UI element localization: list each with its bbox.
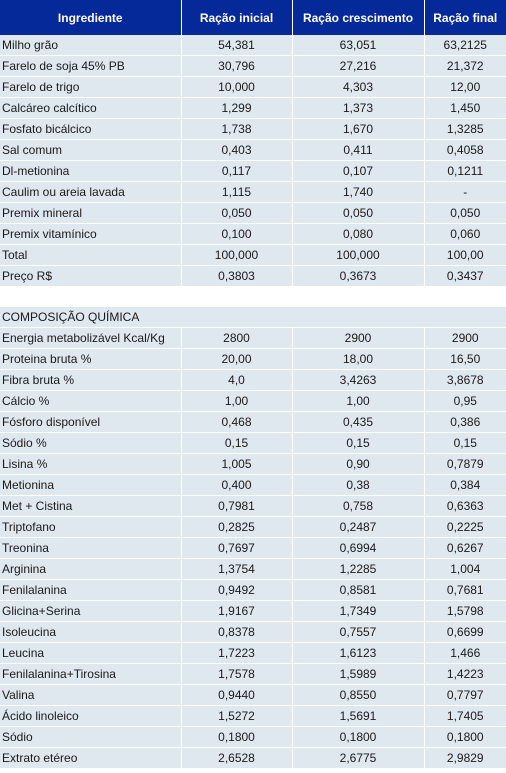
cell-name: Dl-metionina: [0, 161, 181, 182]
cell-racao-crescimento: 0,90: [292, 454, 424, 475]
cell-name: Premix mineral: [0, 203, 181, 224]
cell-name: Extrato etéreo: [0, 748, 181, 769]
cell-name: Calcáreo calcítico: [0, 98, 181, 119]
cell-racao-final: 0,6267: [424, 538, 506, 559]
cell-racao-inicial: 0,8378: [181, 622, 292, 643]
cell-racao-crescimento: 0,758: [292, 496, 424, 517]
composition-row: [0, 517, 506, 538]
cell-racao-crescimento: 100,000: [292, 245, 424, 266]
cell-racao-final: 0,6363: [424, 496, 506, 517]
cell-name: Met + Cistina: [0, 496, 181, 517]
cell-racao-inicial: 0,3803: [181, 266, 292, 287]
cell-name: Fósforo disponível: [0, 412, 181, 433]
composition-row: [0, 454, 506, 475]
composition-row: [0, 643, 506, 664]
composition-row: [0, 391, 506, 412]
ingredient-row: [0, 98, 506, 119]
cell-racao-final: 0,386: [424, 412, 506, 433]
cell-racao-inicial: 1,299: [181, 98, 292, 119]
cell-name: Premix vitamínico: [0, 224, 181, 245]
cell-racao-inicial: 2800: [181, 328, 292, 349]
composition-row: [0, 685, 506, 706]
cell-racao-final: 0,7879: [424, 454, 506, 475]
composition-row: [0, 370, 506, 391]
cell-racao-crescimento: 3,4263: [292, 370, 424, 391]
cell-racao-crescimento: 1,7349: [292, 601, 424, 622]
cell-racao-final: 21,372: [424, 56, 506, 77]
cell-racao-crescimento: 18,00: [292, 349, 424, 370]
composition-row: [0, 706, 506, 727]
cell-racao-crescimento: 0,107: [292, 161, 424, 182]
cell-racao-inicial: 1,7578: [181, 664, 292, 685]
cell-racao-final: 1,004: [424, 559, 506, 580]
ingredient-row: [0, 140, 506, 161]
cell-racao-crescimento: 0,15: [292, 433, 424, 454]
composition-row: [0, 349, 506, 370]
cell-racao-inicial: 1,005: [181, 454, 292, 475]
cell-name: Glicina+Serina: [0, 601, 181, 622]
cell-name: Preço R$: [0, 266, 181, 287]
cell-racao-crescimento: 0,7557: [292, 622, 424, 643]
cell-racao-crescimento: 0,435: [292, 412, 424, 433]
ingredient-row: [0, 245, 506, 266]
cell-racao-crescimento: 1,6123: [292, 643, 424, 664]
cell-racao-inicial: 1,115: [181, 182, 292, 203]
composition-row: [0, 496, 506, 517]
cell-racao-final: 3,8678: [424, 370, 506, 391]
composition-row: [0, 664, 506, 685]
cell-racao-crescimento: 4,303: [292, 77, 424, 98]
cell-racao-crescimento: 1,00: [292, 391, 424, 412]
cell-racao-inicial: 100,000: [181, 245, 292, 266]
cell-racao-crescimento: 0,1800: [292, 727, 424, 748]
cell-racao-inicial: 0,2825: [181, 517, 292, 538]
composition-row: [0, 580, 506, 601]
cell-racao-final: 0,1211: [424, 161, 506, 182]
composition-row: [0, 622, 506, 643]
cell-racao-final: 0,15: [424, 433, 506, 454]
cell-racao-inicial: 1,738: [181, 119, 292, 140]
cell-name: Sódio %: [0, 433, 181, 454]
cell-racao-final: 1,3285: [424, 119, 506, 140]
cell-racao-inicial: 1,5272: [181, 706, 292, 727]
composition-row: [0, 748, 506, 769]
cell-name: Metionina: [0, 475, 181, 496]
cell-racao-inicial: 0,15: [181, 433, 292, 454]
cell-racao-inicial: 0,400: [181, 475, 292, 496]
cell-name: Fenilalanina: [0, 580, 181, 601]
composition-row: [0, 328, 506, 349]
composition-row: [0, 601, 506, 622]
cell-racao-inicial: 0,100: [181, 224, 292, 245]
cell-name: Fibra bruta %: [0, 370, 181, 391]
composition-row: [0, 727, 506, 748]
cell-racao-crescimento: 0,8550: [292, 685, 424, 706]
cell-racao-final: 1,466: [424, 643, 506, 664]
cell-racao-final: 1,7405: [424, 706, 506, 727]
cell-racao-crescimento: 1,740: [292, 182, 424, 203]
cell-name: Fenilalanina+Tirosina: [0, 664, 181, 685]
spacer-cell: [0, 287, 506, 308]
cell-racao-crescimento: 1,5691: [292, 706, 424, 727]
cell-name: Triptofano: [0, 517, 181, 538]
cell-racao-inicial: 0,7697: [181, 538, 292, 559]
cell-name: Leucina: [0, 643, 181, 664]
cell-racao-crescimento: 0,6994: [292, 538, 424, 559]
cell-racao-inicial: 0,403: [181, 140, 292, 161]
cell-racao-inicial: 1,9167: [181, 601, 292, 622]
ingredient-row: [0, 56, 506, 77]
cell-racao-final: 16,50: [424, 349, 506, 370]
cell-racao-crescimento: 0,411: [292, 140, 424, 161]
ingredient-row: [0, 203, 506, 224]
cell-name: Milho grão: [0, 35, 181, 56]
cell-racao-final: -: [424, 182, 506, 203]
cell-name: Sódio: [0, 727, 181, 748]
cell-racao-crescimento: 1,373: [292, 98, 424, 119]
section-spacer: [0, 287, 506, 308]
cell-racao-inicial: 20,00: [181, 349, 292, 370]
column-header-racao-crescimento: Ração crescimento: [292, 0, 424, 35]
cell-name: Farelo de trigo: [0, 77, 181, 98]
section-header-row: [0, 307, 506, 328]
cell-racao-final: 0,384: [424, 475, 506, 496]
cell-racao-crescimento: 0,080: [292, 224, 424, 245]
composition-row: [0, 538, 506, 559]
cell-racao-final: 0,060: [424, 224, 506, 245]
composition-row: [0, 412, 506, 433]
cell-racao-final: 0,95: [424, 391, 506, 412]
ingredient-row: [0, 182, 506, 203]
cell-racao-crescimento: 0,2487: [292, 517, 424, 538]
cell-racao-crescimento: 0,8581: [292, 580, 424, 601]
ingredient-row: [0, 161, 506, 182]
table-header-row: [0, 0, 506, 35]
cell-racao-final: 2,9829: [424, 748, 506, 769]
cell-name: Sal comum: [0, 140, 181, 161]
cell-racao-inicial: 0,050: [181, 203, 292, 224]
cell-racao-final: 0,7681: [424, 580, 506, 601]
cell-racao-final: 12,00: [424, 77, 506, 98]
cell-racao-inicial: 0,1800: [181, 727, 292, 748]
cell-racao-inicial: 0,7981: [181, 496, 292, 517]
cell-racao-crescimento: 63,051: [292, 35, 424, 56]
cell-name: Ácido linoleico: [0, 706, 181, 727]
cell-name: Caulim ou areia lavada: [0, 182, 181, 203]
cell-racao-inicial: 2,6528: [181, 748, 292, 769]
composition-row: [0, 433, 506, 454]
cell-name: Treonina: [0, 538, 181, 559]
cell-racao-crescimento: 27,216: [292, 56, 424, 77]
ingredient-row: [0, 35, 506, 56]
cell-racao-crescimento: 0,3673: [292, 266, 424, 287]
cell-racao-crescimento: 1,2285: [292, 559, 424, 580]
cell-name: Total: [0, 245, 181, 266]
cell-racao-final: 0,050: [424, 203, 506, 224]
cell-name: Cálcio %: [0, 391, 181, 412]
cell-name: Lisina %: [0, 454, 181, 475]
cell-name: Arginina: [0, 559, 181, 580]
cell-racao-crescimento: 2900: [292, 328, 424, 349]
cell-name: Fosfato bicálcico: [0, 119, 181, 140]
cell-racao-inicial: 10,000: [181, 77, 292, 98]
cell-racao-inicial: 0,117: [181, 161, 292, 182]
ingredient-row: [0, 77, 506, 98]
column-header-racao-inicial: Ração inicial: [181, 0, 292, 35]
column-header-ingrediente: Ingrediente: [0, 0, 181, 35]
cell-racao-final: 100,00: [424, 245, 506, 266]
cell-name: Valina: [0, 685, 181, 706]
cell-racao-final: 63,2125: [424, 35, 506, 56]
cell-name: Farelo de soja 45% PB: [0, 56, 181, 77]
cell-racao-inicial: 0,468: [181, 412, 292, 433]
column-header-racao-final: Ração final: [424, 0, 506, 35]
cell-racao-final: 0,1800: [424, 727, 506, 748]
composition-row: [0, 559, 506, 580]
section-title: COMPOSIÇÃO QUÍMICA: [0, 307, 506, 328]
cell-racao-final: 0,6699: [424, 622, 506, 643]
cell-racao-crescimento: 1,670: [292, 119, 424, 140]
cell-name: Isoleucina: [0, 622, 181, 643]
cell-racao-final: 1,4223: [424, 664, 506, 685]
cell-racao-final: 1,5798: [424, 601, 506, 622]
cell-racao-inicial: 1,7223: [181, 643, 292, 664]
cell-racao-final: 2900: [424, 328, 506, 349]
cell-racao-inicial: 54,381: [181, 35, 292, 56]
cell-racao-crescimento: 0,050: [292, 203, 424, 224]
cell-name: Proteina bruta %: [0, 349, 181, 370]
cell-racao-inicial: 30,796: [181, 56, 292, 77]
cell-racao-crescimento: 2,6775: [292, 748, 424, 769]
cell-racao-inicial: 1,3754: [181, 559, 292, 580]
cell-racao-final: 0,4058: [424, 140, 506, 161]
cell-racao-final: 1,450: [424, 98, 506, 119]
cell-racao-inicial: 1,00: [181, 391, 292, 412]
cell-racao-crescimento: 0,38: [292, 475, 424, 496]
cell-racao-final: 0,3437: [424, 266, 506, 287]
cell-racao-final: 0,7797: [424, 685, 506, 706]
composition-row: [0, 475, 506, 496]
cell-racao-inicial: 4,0: [181, 370, 292, 391]
cell-racao-crescimento: 1,5989: [292, 664, 424, 685]
cell-racao-inicial: 0,9440: [181, 685, 292, 706]
cell-racao-inicial: 0,9492: [181, 580, 292, 601]
cell-racao-final: 0,2225: [424, 517, 506, 538]
ingredient-row: [0, 119, 506, 140]
ingredient-row: [0, 266, 506, 287]
ingredient-row: [0, 224, 506, 245]
cell-name: Energia metabolizável Kcal/Kg: [0, 328, 181, 349]
